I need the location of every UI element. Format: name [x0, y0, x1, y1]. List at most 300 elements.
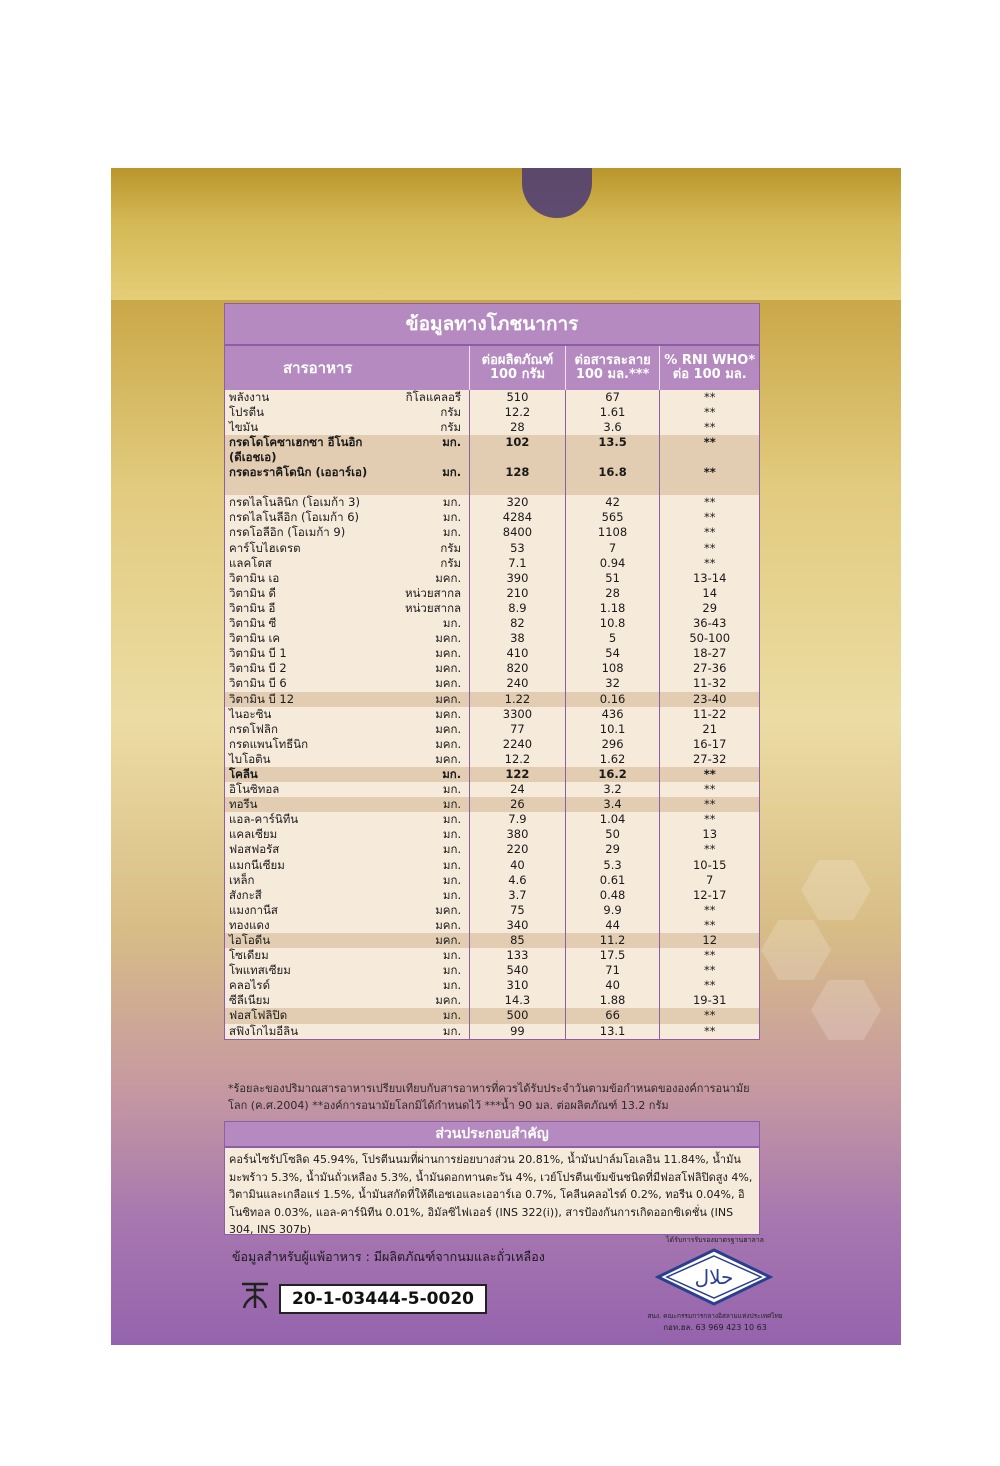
nutrient-name: โคลีน: [229, 766, 258, 781]
value-per-100ml: 1.04: [565, 812, 660, 827]
table-row: [225, 918, 759, 933]
value-per-100ml: 0.16: [565, 692, 660, 707]
value-rni: **: [659, 510, 759, 525]
nutrient-name: พลังงาน: [229, 390, 270, 404]
value-per-100g: 4.6: [469, 873, 565, 888]
nutrient-cell: [225, 752, 469, 767]
nutrient-unit: มก.: [442, 435, 462, 450]
halal-logo-text: حلال: [694, 1265, 734, 1289]
header-per-100ml: ต่อสารละลาย 100 มล.***: [565, 346, 660, 390]
value-per-100g: 12.2: [469, 752, 565, 767]
value-per-100g: 14.3: [469, 993, 565, 1008]
value-rni: **: [659, 842, 759, 857]
table-row: [225, 737, 759, 752]
value-per-100ml: 16.2: [565, 767, 660, 782]
nutrient-name: แลคโตส: [229, 555, 272, 570]
value-per-100g: 12.2: [469, 405, 565, 420]
nutrient-unit: มคก.: [435, 646, 462, 661]
table-row: [225, 752, 759, 767]
nutrient-name: ซีลีเนียม: [229, 993, 270, 1008]
value-per-100ml: 1.61: [565, 405, 660, 420]
table-row: [225, 556, 759, 571]
table-row: [225, 722, 759, 737]
nutrient-name: กรดไลโนลีอิก (โอเมก้า 6): [229, 510, 360, 525]
nutrient-unit: มก.: [442, 1023, 462, 1038]
nutrient-cell: [225, 510, 469, 525]
nutrient-cell: [225, 601, 469, 616]
footnote: *ร้อยละของปริมาณสารอาหารเปรียบเทียบกับสารอาหารที่ควรได้รับประจำวันตามข้อกำหนดขององค์การอนามัยโลก (ค.ศ.2004) **องค์การอนามัยโลกมิได้กำหนดไว้ ***น้ำ 90 มล. ต่อผลิตภัณฑ์ 13.2 กรัม: [228, 1082, 750, 1112]
value-per-100g: 28: [469, 420, 565, 435]
nutrient-name: วิตามิน บี 2: [229, 661, 287, 676]
table-row: [225, 465, 759, 495]
nutrient-unit: มก.: [442, 872, 462, 887]
nutrient-unit: มคก.: [435, 676, 462, 691]
value-per-100g: 122: [469, 767, 565, 782]
nutrient-cell: [225, 767, 469, 782]
nutrient-name: ฟอสฟอรัส: [229, 842, 280, 857]
header-per-100g: ต่อผลิตภัณฑ์ 100 กรัม: [469, 346, 565, 390]
table-row: [225, 963, 759, 978]
nutrient-unit: มก.: [442, 465, 462, 480]
value-rni: **: [659, 405, 759, 420]
nutrient-cell: [225, 405, 469, 420]
value-per-100ml: 71: [565, 963, 660, 978]
value-per-100ml: 3.4: [565, 797, 660, 812]
value-rni: 16-17: [659, 737, 759, 752]
value-per-100g: 500: [469, 1008, 565, 1023]
standard-mark-icon: [240, 1278, 270, 1312]
nutrient-unit: หน่วยสากล: [404, 600, 462, 615]
hexagon-decoration-icon: [801, 860, 871, 920]
value-per-100ml: 66: [565, 1008, 660, 1023]
value-rni: **: [659, 420, 759, 435]
nutrient-unit: มก.: [442, 525, 462, 540]
value-rni: 11-22: [659, 707, 759, 722]
value-rni: **: [659, 541, 759, 556]
nutrient-name: วิตามิน อี: [229, 600, 276, 615]
table-row: [225, 978, 759, 993]
nutrient-unit: มก.: [442, 797, 462, 812]
nutrient-unit: มคก.: [435, 917, 462, 932]
table-row: [225, 993, 759, 1008]
nutrient-cell: [225, 525, 469, 540]
nutrient-cell: [225, 390, 469, 405]
value-per-100g: 2240: [469, 737, 565, 752]
table-row: [225, 903, 759, 918]
value-per-100ml: 10.1: [565, 722, 660, 737]
value-rni: **: [659, 797, 759, 812]
value-rni: 29: [659, 601, 759, 616]
nutrient-name: แมงกานีส: [229, 902, 278, 917]
table-row: [225, 707, 759, 722]
value-per-100g: 102: [469, 435, 565, 465]
value-rni: 13-14: [659, 571, 759, 586]
nutrient-cell: [225, 420, 469, 435]
nutrient-unit: มก.: [442, 766, 462, 781]
table-row: [225, 888, 759, 903]
nutrient-name: กรดอะราคิโดนิก (เออาร์เอ): [229, 465, 368, 480]
value-per-100g: 77: [469, 722, 565, 737]
value-per-100g: 40: [469, 858, 565, 873]
value-per-100g: 340: [469, 918, 565, 933]
value-per-100ml: 3.6: [565, 420, 660, 435]
hexagon-decoration-icon: [811, 980, 881, 1040]
nutrient-cell: [225, 797, 469, 812]
halal-logo-icon: [655, 1247, 773, 1307]
nutrient-cell: [225, 903, 469, 918]
nutrient-name: โพแทสเซียม: [229, 963, 291, 978]
value-rni: 14: [659, 586, 759, 601]
table-row: [225, 676, 759, 691]
nutrient-unit: มคก.: [435, 721, 462, 736]
value-per-100g: 75: [469, 903, 565, 918]
nutrient-cell: [225, 495, 469, 510]
value-rni: **: [659, 1024, 759, 1039]
value-rni: **: [659, 390, 759, 405]
value-rni: **: [659, 525, 759, 540]
nutrient-unit: มก.: [442, 495, 462, 510]
nutrient-unit: มก.: [442, 812, 462, 827]
table-row: [225, 586, 759, 601]
value-rni: **: [659, 963, 759, 978]
table-row: [225, 842, 759, 857]
value-per-100g: 8400: [469, 525, 565, 540]
value-per-100g: 320: [469, 495, 565, 510]
nutrient-name: กรดแพนโทธีนิก: [229, 736, 309, 751]
nutrient-cell: [225, 541, 469, 556]
value-per-100g: 99: [469, 1024, 565, 1039]
value-per-100g: 82: [469, 616, 565, 631]
nutrient-cell: [225, 827, 469, 842]
value-per-100g: 210: [469, 586, 565, 601]
value-per-100ml: 1.62: [565, 752, 660, 767]
value-per-100g: 1.22: [469, 692, 565, 707]
nutrient-cell: [225, 692, 469, 707]
value-rni: **: [659, 978, 759, 993]
nutrient-cell: [225, 842, 469, 857]
table-body: [225, 390, 759, 1039]
value-rni: 27-36: [659, 661, 759, 676]
nutrient-cell: [225, 737, 469, 752]
hexagon-decoration-icon: [761, 920, 831, 980]
nutrient-unit: มคก.: [435, 631, 462, 646]
nutrient-cell: [225, 616, 469, 631]
nutrient-name: แมกนีเซียม: [229, 857, 285, 872]
value-per-100g: 8.9: [469, 601, 565, 616]
nutrient-unit: มก.: [442, 948, 462, 963]
value-per-100g: 128: [469, 465, 565, 495]
value-rni: 13: [659, 827, 759, 842]
nutrient-unit: มคก.: [435, 902, 462, 917]
nutrient-name: วิตามิน บี 12: [229, 691, 295, 706]
nutrient-name: ไขมัน: [229, 420, 259, 435]
nutrient-cell: [225, 858, 469, 873]
nutrient-cell: [225, 631, 469, 646]
nutrient-name: สฟิงโกไมอีลิน: [229, 1023, 299, 1038]
value-per-100ml: 108: [565, 661, 660, 676]
nutrient-name: กรดโดโคซาเฮกซา อีโนอิก (ดีเอชเอ): [229, 435, 363, 465]
value-per-100g: 53: [469, 541, 565, 556]
nutrient-name: วิตามิน เค: [229, 631, 281, 646]
table-row: [225, 948, 759, 963]
value-rni: **: [659, 948, 759, 963]
nutrient-cell: [225, 646, 469, 661]
table-row: [225, 767, 759, 782]
nutrient-name: กรดโฟลิก: [229, 721, 278, 736]
box-top-face: [111, 168, 901, 304]
nutrient-unit: มก.: [442, 963, 462, 978]
nutrient-cell: [225, 948, 469, 963]
nutrient-cell: [225, 571, 469, 586]
nutrient-name: วิตามิน เอ: [229, 570, 280, 585]
halal-top-text: ได้รับการรับรองมาตรฐานฮาลาล: [666, 1236, 764, 1244]
nutrient-cell: [225, 918, 469, 933]
value-per-100ml: 51: [565, 571, 660, 586]
nutrient-cell: [225, 978, 469, 993]
value-per-100ml: 3.2: [565, 782, 660, 797]
table-row: [225, 1024, 759, 1039]
nutrient-unit: มคก.: [435, 933, 462, 947]
nutrient-cell: [225, 556, 469, 571]
ingredients-text: คอร์นไซรัปโซลิด 45.94%, โปรตีนนมที่ผ่านการย่อยบางส่วน 20.81%, น้ำมันปาล์มโอเลอิน 11.84%, น้ำมันมะพร้าว 5.3%, น้ำมันถั่วเหลือง 5.3%, น้ำมันดอกทานตะวัน 4%, เวย์โปรตีนเข้มข้นชนิดที่มีฟอสโฟลิปิดสูง 4%, วิตามินและเกลือแร่ 1.5%, น้ำมันสกัดที่ให้ดีเอชเอและเออาร์เอ 0.7%, โคลีนคลอไรด์ 0.2%, ทอรีน 0.04%, อิโนซิทอล 0.03%, แอล-คาร์นิทีน 0.01%, อิมัลซิไฟเออร์ (INS 322(i)), สารป้องกันการเกิดออกซิเดชั่น (INS 304, INS 307b): [224, 1147, 760, 1235]
nutrient-name: กรดโอลีอิก (โอเมก้า 9): [229, 525, 346, 540]
table-row: [225, 420, 759, 435]
nutrient-unit: มคก.: [435, 570, 462, 585]
nutrient-name: แอล-คาร์นิทีน: [229, 812, 299, 827]
value-per-100ml: 0.94: [565, 556, 660, 571]
value-rni: 11-32: [659, 676, 759, 691]
value-per-100g: 510: [469, 390, 565, 405]
value-per-100ml: 67: [565, 390, 660, 405]
value-per-100g: 3300: [469, 707, 565, 722]
table-row: [225, 495, 759, 510]
nutrient-name: วิตามิน บี 1: [229, 646, 287, 661]
value-per-100ml: 44: [565, 918, 660, 933]
nutrient-cell: [225, 676, 469, 691]
value-per-100ml: 29: [565, 842, 660, 857]
table-row: [225, 646, 759, 661]
value-per-100ml: 17.5: [565, 948, 660, 963]
halal-issuer: สนง. คณะกรรมการกลางอิสลามแห่งประเทศไทย: [647, 1312, 783, 1320]
nutrition-title: ข้อมูลทางโภชนาการ: [224, 303, 760, 345]
value-per-100ml: 11.2: [565, 933, 660, 948]
nutrient-cell: [225, 586, 469, 601]
nutrient-unit: มก.: [442, 857, 462, 872]
nutrient-name: โซเดียม: [229, 948, 269, 963]
header-rni: % RNI WHO* ต่อ 100 มล.: [659, 346, 759, 390]
nutrient-name: คลอไรด์: [229, 978, 271, 993]
value-rni: 18-27: [659, 646, 759, 661]
halal-code: กอท.ฮล. 63 969 423 10 63: [663, 1323, 767, 1332]
nutrient-name: วิตามิน ดี: [229, 585, 276, 600]
value-per-100ml: 565: [565, 510, 660, 525]
value-per-100ml: 7: [565, 541, 660, 556]
nutrient-name: โปรตีน: [229, 405, 264, 420]
nutrient-unit: มคก.: [435, 736, 462, 751]
table-row: [225, 601, 759, 616]
nutrient-name: ทองแดง: [229, 917, 270, 932]
nutrient-unit: กรัม: [440, 555, 462, 570]
table-header: [225, 346, 759, 390]
table-row: [225, 616, 759, 631]
nutrition-table: [224, 345, 760, 1040]
nutrient-name: กรดไลโนลินิก (โอเมก้า 3): [229, 495, 360, 510]
value-rni: 19-31: [659, 993, 759, 1008]
value-rni: 36-43: [659, 616, 759, 631]
nutrient-unit: มคก.: [435, 751, 462, 766]
value-rni: 27-32: [659, 752, 759, 767]
nutrient-cell: [225, 963, 469, 978]
value-per-100g: 7.9: [469, 812, 565, 827]
table-row: [225, 571, 759, 586]
nutrient-cell: [225, 812, 469, 827]
nutrient-cell: [225, 661, 469, 676]
table-row: [225, 782, 759, 797]
nutrient-cell: [225, 933, 469, 948]
value-rni: **: [659, 918, 759, 933]
value-rni: **: [659, 767, 759, 782]
value-per-100g: 380: [469, 827, 565, 842]
value-per-100ml: 42: [565, 495, 660, 510]
value-per-100ml: 9.9: [565, 903, 660, 918]
value-per-100g: 220: [469, 842, 565, 857]
value-rni: 21: [659, 722, 759, 737]
value-rni: 50-100: [659, 631, 759, 646]
nutrient-unit: กิโลแคลอรี: [405, 390, 462, 404]
value-per-100ml: 0.48: [565, 888, 660, 903]
table-row: [225, 873, 759, 888]
table-row: [225, 933, 759, 948]
value-per-100ml: 1.88: [565, 993, 660, 1008]
value-per-100ml: 32: [565, 676, 660, 691]
value-per-100ml: 13.5: [565, 435, 660, 465]
nutrient-cell: [225, 435, 469, 465]
value-rni: **: [659, 495, 759, 510]
value-rni: 23-40: [659, 692, 759, 707]
nutrient-cell: [225, 782, 469, 797]
nutrient-name: แคลเซียม: [229, 827, 278, 842]
value-per-100ml: 5.3: [565, 858, 660, 873]
nutrient-unit: มก.: [442, 827, 462, 842]
header-nutrient: สารอาหาร: [283, 359, 353, 377]
table-row: [225, 631, 759, 646]
nutrient-unit: มก.: [442, 782, 462, 797]
nutrient-name: ไบโอติน: [229, 751, 271, 766]
value-rni: 7: [659, 873, 759, 888]
nutrition-panel: [224, 303, 760, 1325]
value-per-100g: 540: [469, 963, 565, 978]
nutrient-name: เหล็ก: [229, 872, 255, 887]
value-per-100ml: 296: [565, 737, 660, 752]
table-row: [225, 525, 759, 540]
value-per-100ml: 5: [565, 631, 660, 646]
value-rni: 12-17: [659, 888, 759, 903]
nutrient-cell: [225, 722, 469, 737]
nutrient-unit: กรัม: [440, 420, 462, 435]
table-row: [225, 812, 759, 827]
table-row: [225, 827, 759, 842]
value-per-100g: 7.1: [469, 556, 565, 571]
value-rni: **: [659, 1008, 759, 1023]
nutrient-unit: มก.: [442, 887, 462, 902]
value-per-100g: 390: [469, 571, 565, 586]
nutrient-cell: [225, 888, 469, 903]
nutrient-unit: กรัม: [440, 405, 462, 420]
value-per-100ml: 10.8: [565, 616, 660, 631]
value-rni: 12: [659, 933, 759, 948]
registration-number: 20-1-03444-5-0020: [279, 1284, 487, 1314]
nutrient-name: อิโนซิทอล: [229, 782, 280, 797]
allergy-info: ข้อมูลสำหรับผู้แพ้อาหาร : มีผลิตภัณฑ์จากนมและถั่วเหลือง: [232, 1249, 545, 1264]
value-rni: **: [659, 782, 759, 797]
nutrient-unit: มก.: [442, 510, 462, 525]
table-row: [225, 1008, 759, 1023]
nutrient-unit: กรัม: [440, 540, 462, 555]
table-row: [225, 858, 759, 873]
value-per-100g: 38: [469, 631, 565, 646]
nutrient-name: ไอโอดีน: [229, 933, 271, 947]
nutrient-cell: [225, 465, 469, 495]
nutrient-cell: [225, 1008, 469, 1023]
nutrient-unit: มคก.: [435, 706, 462, 721]
table-row: [225, 510, 759, 525]
value-rni: **: [659, 812, 759, 827]
value-per-100g: 410: [469, 646, 565, 661]
nutrient-name: ไนอะซิน: [229, 706, 272, 721]
nutrient-name: คาร์โบไฮเดรต: [229, 540, 301, 555]
value-per-100g: 4284: [469, 510, 565, 525]
value-per-100ml: 1.18: [565, 601, 660, 616]
nutrient-cell: [225, 993, 469, 1008]
nutrient-unit: หน่วยสากล: [404, 585, 462, 600]
value-per-100g: 3.7: [469, 888, 565, 903]
nutrient-name: วิตามิน ซี: [229, 616, 277, 631]
table-row: [225, 797, 759, 812]
nutrient-name: ฟอสโฟลิปิด: [229, 1008, 288, 1023]
nutrient-cell: [225, 707, 469, 722]
table-row: [225, 661, 759, 676]
nutrient-unit: มคก.: [435, 661, 462, 676]
value-per-100ml: 436: [565, 707, 660, 722]
value-rni: 10-15: [659, 858, 759, 873]
table-row: [225, 435, 759, 465]
value-per-100ml: 50: [565, 827, 660, 842]
value-per-100g: 240: [469, 676, 565, 691]
value-per-100ml: 40: [565, 978, 660, 993]
table-row: [225, 541, 759, 556]
value-rni: **: [659, 903, 759, 918]
nutrient-cell: [225, 1024, 469, 1039]
value-per-100g: 133: [469, 948, 565, 963]
ingredients-title: ส่วนประกอบสำคัญ: [224, 1121, 760, 1147]
value-per-100ml: 1108: [565, 525, 660, 540]
table-row: [225, 390, 759, 405]
nutrient-unit: มก.: [442, 616, 462, 631]
nutrient-unit: มก.: [442, 842, 462, 857]
value-rni: **: [659, 556, 759, 571]
value-per-100ml: 0.61: [565, 873, 660, 888]
value-per-100g: 820: [469, 661, 565, 676]
nutrient-unit: มก.: [442, 1008, 462, 1023]
table-row: [225, 692, 759, 707]
value-per-100g: 310: [469, 978, 565, 993]
value-per-100ml: 54: [565, 646, 660, 661]
nutrient-name: วิตามิน บี 6: [229, 676, 287, 691]
nutrient-unit: มคก.: [435, 691, 462, 706]
halal-certification: [640, 1235, 790, 1330]
value-per-100ml: 13.1: [565, 1024, 660, 1039]
table-row: [225, 405, 759, 420]
